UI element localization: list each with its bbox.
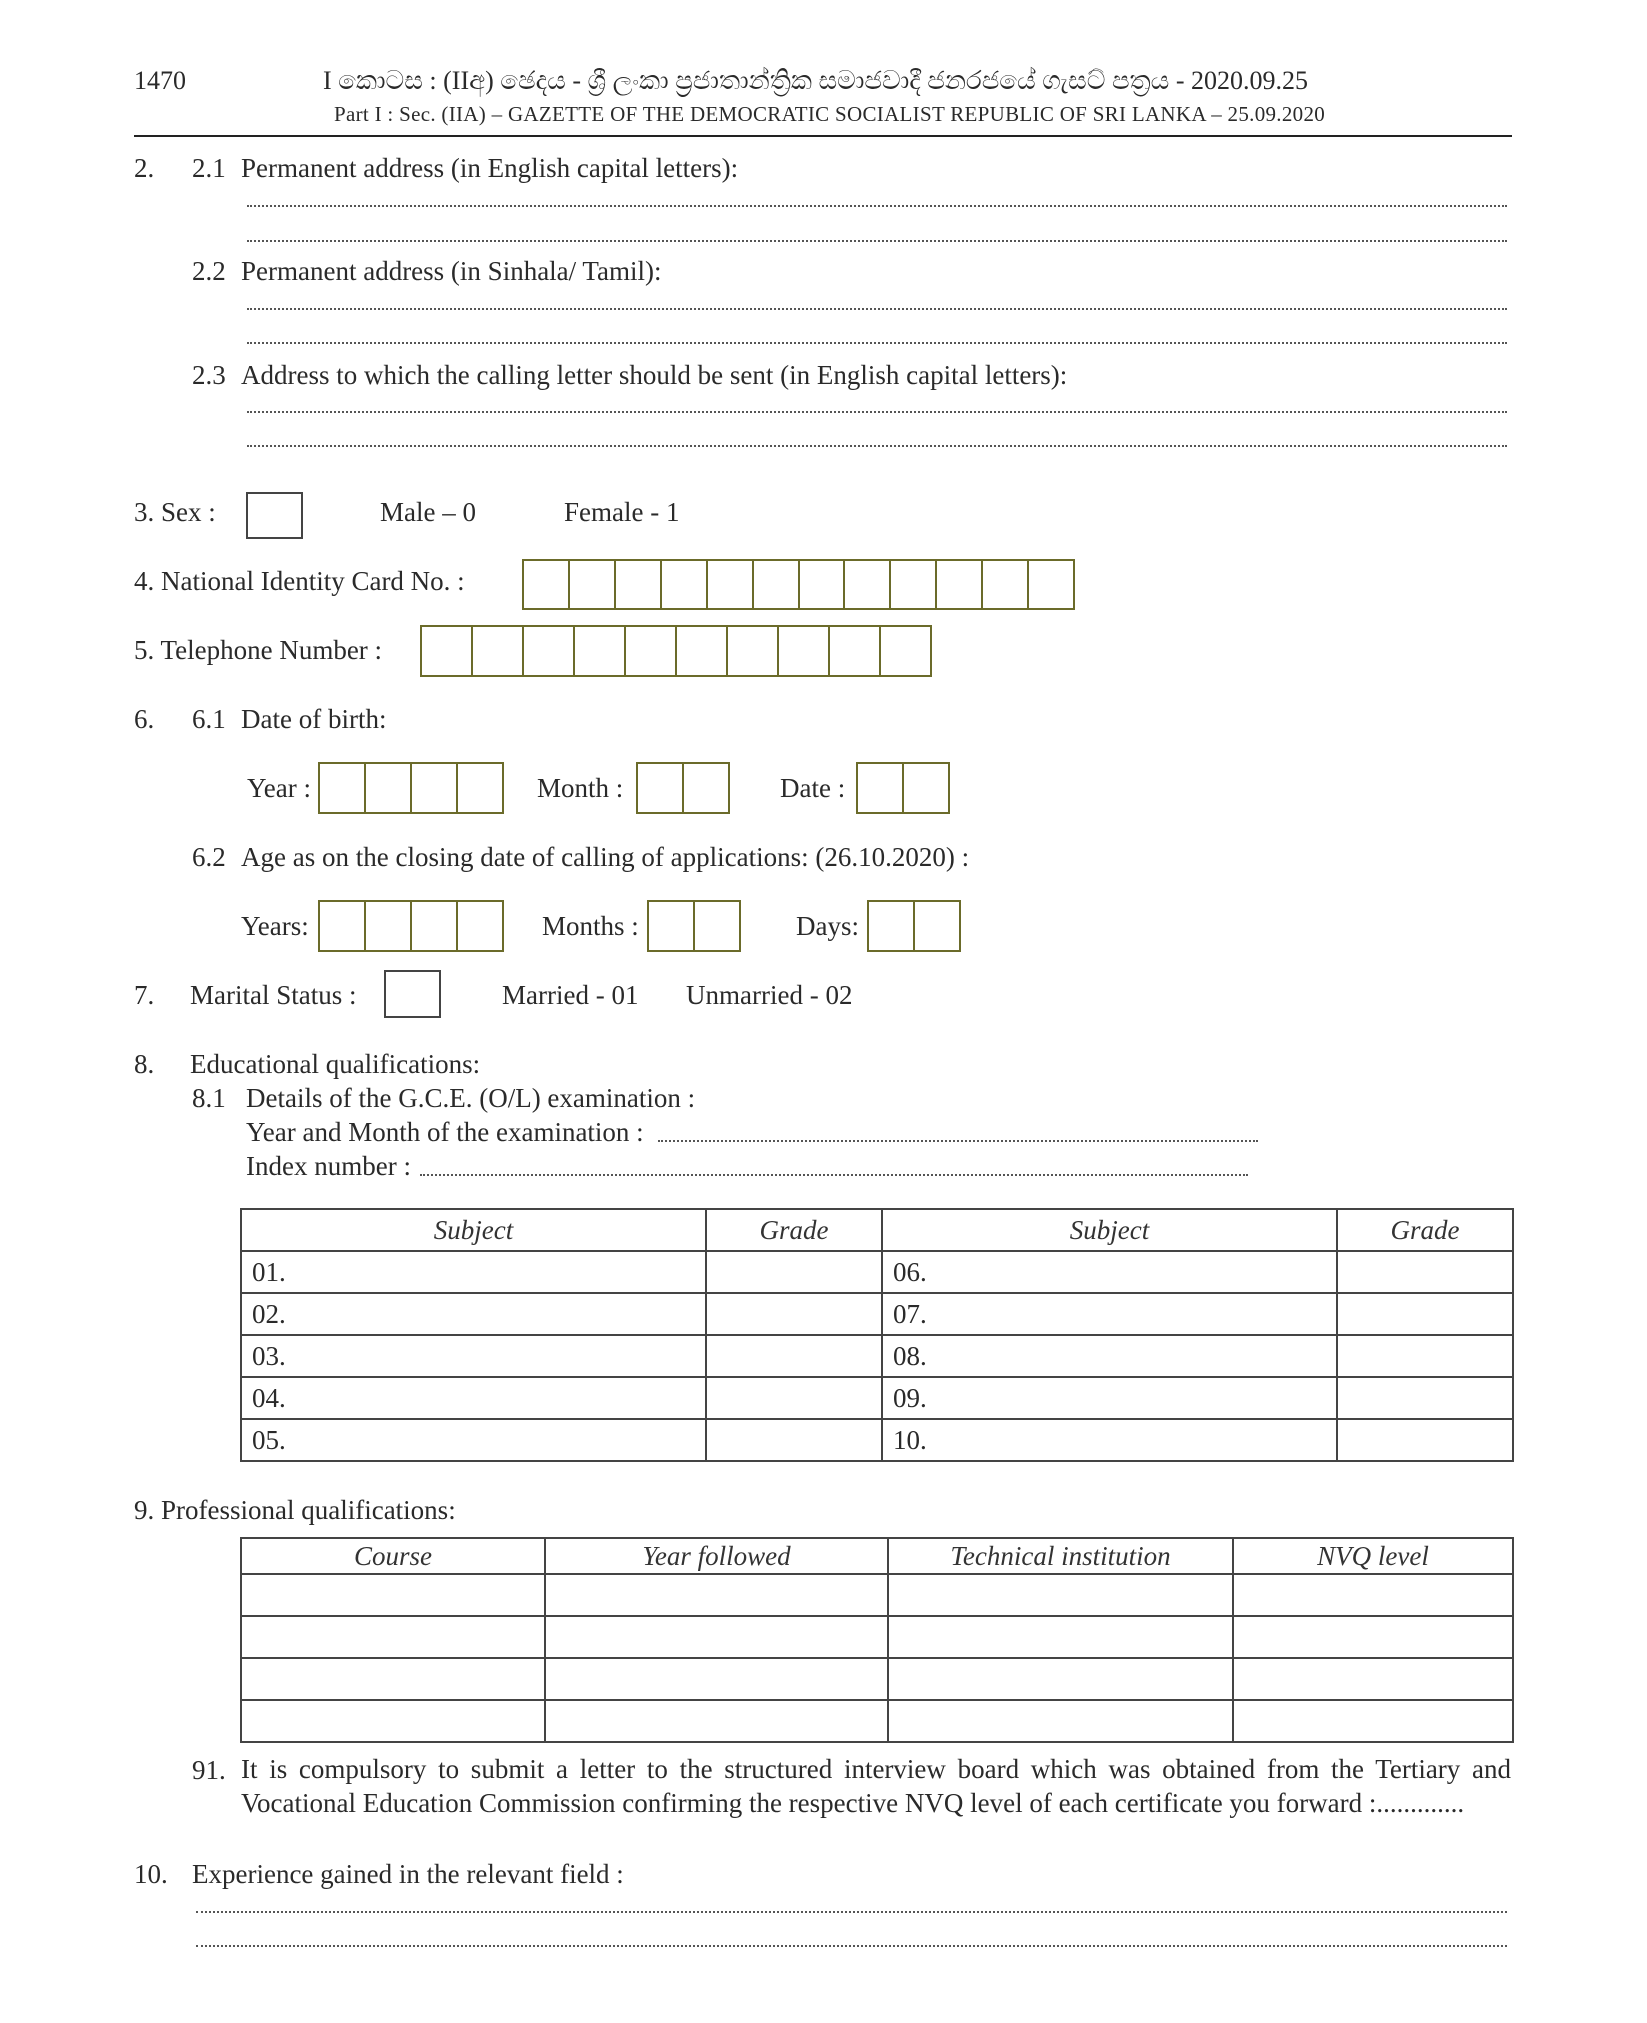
grade-cell[interactable] [706, 1293, 882, 1335]
table-row [241, 1251, 1513, 1293]
index-number-field[interactable] [420, 1174, 1248, 1176]
subject-cell[interactable]: 02. [241, 1293, 706, 1335]
subject-cell[interactable]: 08. [882, 1335, 1337, 1377]
item-2-1-number: 2.1 [192, 153, 226, 183]
institution-cell[interactable] [888, 1616, 1233, 1658]
subject-cell[interactable]: 09. [882, 1377, 1337, 1419]
header-subject-left: Subject [241, 1209, 706, 1251]
institution-cell[interactable] [888, 1658, 1233, 1700]
item-2-1-label: Permanent address (in English capital letters): [241, 153, 739, 183]
grade-cell[interactable] [706, 1251, 882, 1293]
section-8-label: Educational qualifications: [190, 1049, 481, 1079]
header-course: Course [241, 1538, 545, 1574]
marital-status-label: Marital Status : [190, 980, 357, 1010]
note-91-number: 91. [192, 1755, 226, 1785]
item-6-1-number: 6.1 [192, 704, 226, 734]
subject-cell[interactable]: 05. [241, 1419, 706, 1461]
institution-cell[interactable] [888, 1700, 1233, 1742]
nic-label: 4. National Identity Card No. : [134, 566, 465, 596]
sex-option-female: Female - 1 [564, 497, 680, 527]
table-row [241, 1293, 1513, 1335]
year-cell[interactable] [545, 1574, 888, 1616]
item-2-2-number: 2.2 [192, 256, 226, 286]
item-2-3-number: 2.3 [192, 360, 226, 390]
sex-option-male: Male – 0 [380, 497, 476, 527]
age-years-boxes[interactable] [318, 900, 504, 952]
grade-cell[interactable] [1337, 1335, 1513, 1377]
dob-date-boxes[interactable] [856, 762, 950, 814]
item-8-1-number: 8.1 [192, 1083, 226, 1113]
header-sinhala-title: I කොටස : (IIඅ) ඡෙදය - ශ්‍රී ලංකා ප්‍රජාතාන්ත්‍රික සමාජවාදී ජනරජයේ ගැසට් පත්‍රය - 2020.09.25 [323, 66, 1309, 95]
item-6-2-label: Age as on the closing date of calling of applications: (26.10.2020) : [241, 842, 970, 872]
section-9-label: 9. Professional qualifications: [134, 1495, 456, 1525]
nvq-cell[interactable] [1233, 1616, 1513, 1658]
subject-cell[interactable]: 07. [882, 1293, 1337, 1335]
subject-cell[interactable]: 03. [241, 1335, 706, 1377]
section-7-number: 7. [134, 980, 155, 1010]
table-header-row [241, 1209, 1513, 1251]
age-days-boxes[interactable] [867, 900, 961, 952]
table-header-row [241, 1538, 1513, 1574]
page-number: 1470 [134, 66, 186, 95]
course-cell[interactable] [241, 1616, 545, 1658]
dob-date-label: Date : [780, 773, 846, 803]
table-row [241, 1658, 1513, 1700]
subject-cell[interactable]: 06. [882, 1251, 1337, 1293]
dob-year-boxes[interactable] [318, 762, 504, 814]
dob-year-label: Year : [247, 773, 312, 803]
exam-year-month-label: Year and Month of the examination : [246, 1117, 644, 1147]
ol-results-table [240, 1208, 1514, 1462]
dob-month-label: Month : [537, 773, 624, 803]
table-row [241, 1700, 1513, 1742]
table-row [241, 1335, 1513, 1377]
course-cell[interactable] [241, 1658, 545, 1700]
note-91-text: It is compulsory to submit a letter to the structured interview board which was obtained from the Tertiary and Vocational Education Commission confirming the respective NVQ level of each certificate you forward :............. [241, 1754, 1511, 1818]
address-sinhala-line-2[interactable] [247, 342, 1507, 344]
grade-cell[interactable] [1337, 1377, 1513, 1419]
year-cell[interactable] [545, 1700, 888, 1742]
subject-cell[interactable]: 04. [241, 1377, 706, 1419]
table-row [241, 1574, 1513, 1616]
nvq-cell[interactable] [1233, 1574, 1513, 1616]
grade-cell[interactable] [1337, 1293, 1513, 1335]
grade-cell[interactable] [1337, 1419, 1513, 1461]
item-6-1-label: Date of birth: [241, 704, 387, 734]
section-6-number: 6. [134, 704, 155, 734]
grade-cell[interactable] [1337, 1251, 1513, 1293]
index-number-label: Index number : [246, 1151, 411, 1181]
item-2-2-label: Permanent address (in Sinhala/ Tamil): [241, 256, 662, 286]
header-english-title: Part I : Sec. (IIA) – GAZETTE OF THE DEMOCRATIC SOCIALIST REPUBLIC OF SRI LANKA – 25.09.2020 [334, 102, 1326, 126]
table-row [241, 1377, 1513, 1419]
marital-status-box[interactable] [384, 970, 441, 1018]
address-sinhala-line-1[interactable] [247, 308, 1507, 310]
telephone-input-boxes[interactable] [420, 625, 932, 677]
grade-cell[interactable] [706, 1419, 882, 1461]
section-8-number: 8. [134, 1049, 155, 1079]
telephone-label: 5. Telephone Number : [134, 635, 383, 665]
experience-line-1[interactable] [196, 1911, 1507, 1913]
calling-address-line-1[interactable] [247, 411, 1507, 413]
address-english-line-1[interactable] [247, 205, 1507, 207]
header-grade-right: Grade [1337, 1209, 1513, 1251]
grade-cell[interactable] [706, 1335, 882, 1377]
professional-qualifications-table [240, 1537, 1514, 1743]
section-10-number: 10. [134, 1859, 168, 1889]
section-2-number: 2. [134, 153, 155, 183]
item-8-1-label: Details of the G.C.E. (O/L) examination : [246, 1083, 696, 1113]
calling-address-line-2[interactable] [247, 445, 1507, 447]
header-rule [134, 135, 1512, 137]
institution-cell[interactable] [888, 1574, 1233, 1616]
year-cell[interactable] [545, 1616, 888, 1658]
item-2-3-label: Address to which the calling letter should be sent (in English capital letters): [241, 360, 1068, 390]
header-technical-institution: Technical institution [888, 1538, 1233, 1574]
header-grade-left: Grade [706, 1209, 882, 1251]
section-10-label: Experience gained in the relevant field : [192, 1859, 624, 1889]
subject-cell[interactable]: 10. [882, 1419, 1337, 1461]
table-row [241, 1616, 1513, 1658]
age-days-label: Days: [796, 911, 859, 941]
exam-year-month-field[interactable] [658, 1140, 1258, 1142]
nic-input-boxes[interactable] [522, 559, 1075, 610]
grade-cell[interactable] [706, 1377, 882, 1419]
age-months-boxes[interactable] [647, 900, 741, 952]
marital-option-married: Married - 01 [502, 980, 639, 1010]
marital-option-unmarried: Unmarried - 02 [686, 980, 853, 1010]
age-months-label: Months : [542, 911, 639, 941]
address-english-line-2[interactable] [247, 240, 1507, 242]
experience-line-2[interactable] [196, 1945, 1507, 1947]
header-year-followed: Year followed [545, 1538, 888, 1574]
nvq-cell[interactable] [1233, 1700, 1513, 1742]
dob-month-boxes[interactable] [636, 762, 730, 814]
header-nvq-level: NVQ level [1233, 1538, 1513, 1574]
table-row [241, 1419, 1513, 1461]
year-cell[interactable] [545, 1658, 888, 1700]
item-6-2-number: 6.2 [192, 842, 226, 872]
nvq-cell[interactable] [1233, 1658, 1513, 1700]
subject-cell[interactable]: 01. [241, 1251, 706, 1293]
course-cell[interactable] [241, 1574, 545, 1616]
course-cell[interactable] [241, 1700, 545, 1742]
header-subject-right: Subject [882, 1209, 1337, 1251]
sex-input-box[interactable] [246, 492, 303, 539]
age-years-label: Years: [241, 911, 309, 941]
sex-label: 3. Sex : [134, 497, 216, 527]
